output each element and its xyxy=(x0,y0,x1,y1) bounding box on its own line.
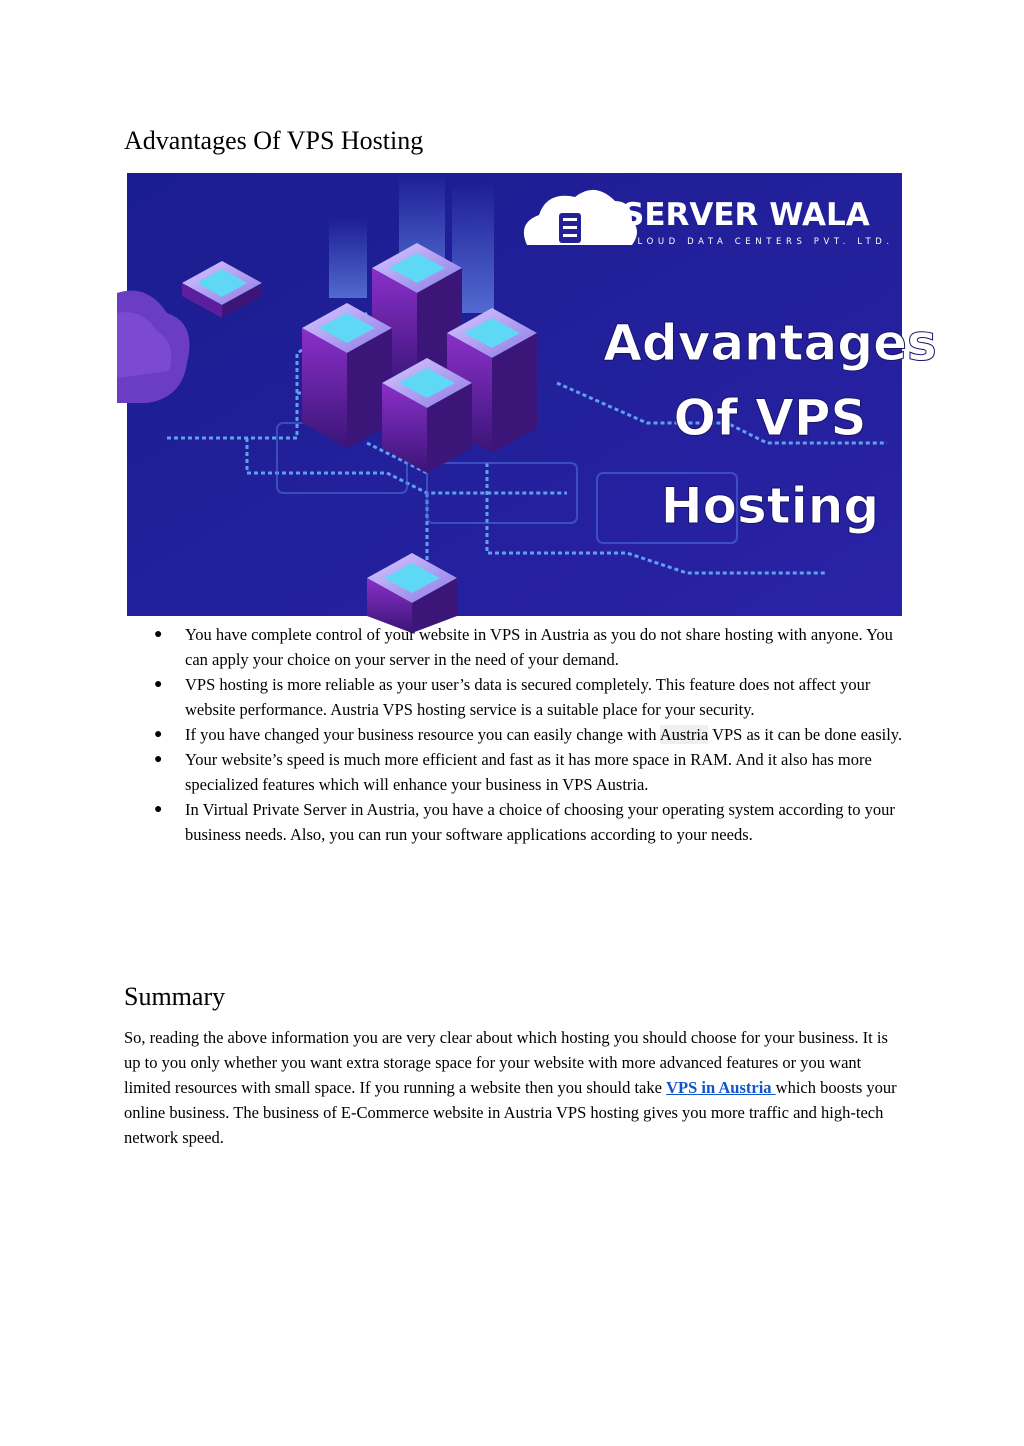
bullet-icon: ● xyxy=(154,677,163,692)
summary-paragraph: So, reading the above information you are very clear about which hosting you should choose for your business. It is up to you only whether you want extra storage space for your website with more advanced features or you want limited resources with small space. If you running a website then you should take VPS in Austria which boosts your online business. The business of E-Commerce website in Austria VPS hosting gives you more traffic and high-tech network speed. xyxy=(124,1028,897,1147)
banner-headline-line-1: Advantages xyxy=(603,314,937,372)
brand-name: SERVER WALA xyxy=(622,197,870,233)
highlighted-word: Austria xyxy=(659,725,709,744)
advantages-list xyxy=(124,622,904,847)
list-item: ● You have complete control of your website in VPS in Austria as you do not share hosting with anyone. You can apply your choice on your server in the need of your demand. xyxy=(124,622,904,672)
banner-headline-line-3: Hosting xyxy=(660,477,880,535)
bullet-icon: ● xyxy=(154,752,163,767)
list-item: ● If you have changed your business resource you can easily change with Austria VPS as it can be done easily. xyxy=(124,722,904,747)
bullet-icon: ● xyxy=(154,727,163,742)
banner-headline-line-2: Of VPS xyxy=(673,389,867,447)
bullet-icon: ● xyxy=(154,802,163,817)
list-item: ● Your website’s speed is much more efficient and fast as it has more space in RAM. And it also has more specialized features which will enhance your business in VPS Austria. xyxy=(124,747,904,797)
brand-tagline: CLOUD DATA CENTERS PVT. LTD. xyxy=(627,237,894,247)
summary-heading: Summary xyxy=(124,982,226,1011)
server-icon xyxy=(302,303,392,448)
list-item: ● VPS hosting is more reliable as your user’s data is secured completely. This feature does not affect your website performance. Austria VPS hosting service is a suitable place for your security. xyxy=(124,672,904,722)
page-title: Advantages Of VPS Hosting xyxy=(124,126,424,155)
vps-austria-link[interactable]: VPS in Austria xyxy=(666,1078,776,1097)
bullet-icon: ● xyxy=(154,627,163,642)
brand-logo xyxy=(524,190,894,247)
list-item: ● In Virtual Private Server in Austria, you have a choice of choosing your operating system according to your business needs. Also, you can run your software applications according to your needs. xyxy=(124,797,904,847)
banner-image xyxy=(127,173,937,616)
